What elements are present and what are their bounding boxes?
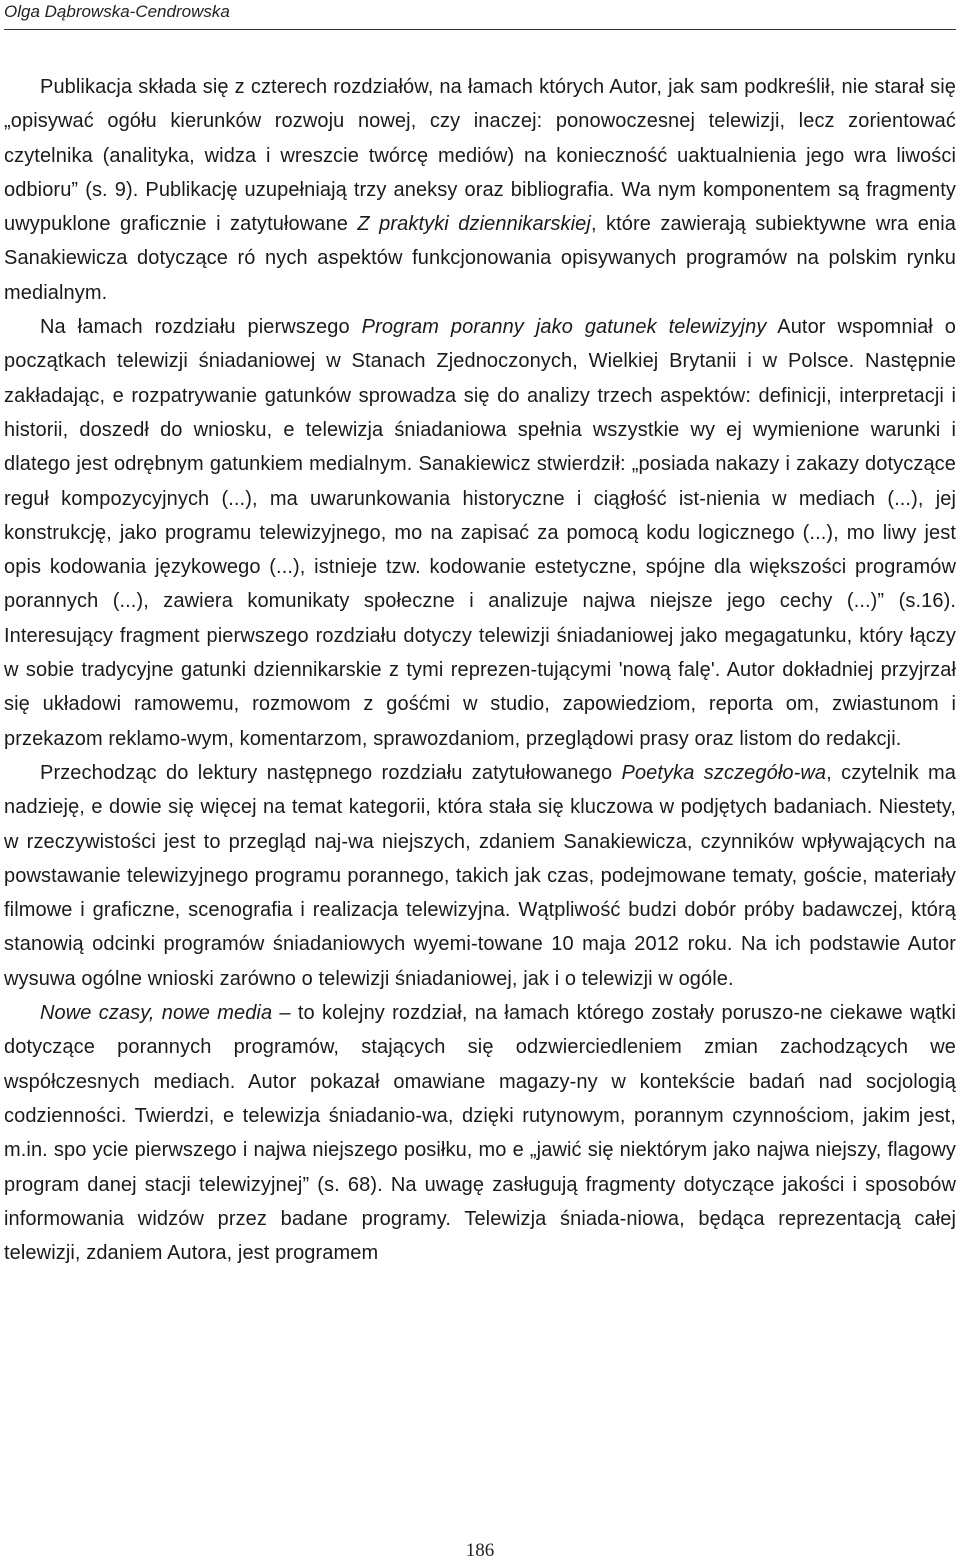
paragraph-4-text-b: – to kolejny rozdział, na łamach którego zostały poruszo-ne ciekawe wątki dotyczące porannych programów, stających się odzwierciedleniem zmian zachodzących we współczesnych mediach. Autor pokazał omawiane magazy-ny w kontekście badań nad socjologią codzienności. Twierdzi, e telewizja śniadanio-wa, dzięki rutynowym, porannym czynnościom, jakim jest, m.in. spo ycie pierwszego i najwa niejszego posiłku, mo e „jawić się niektórym jako najwa niejszy, flagowy program danej stacji telewizyjnej” (s. 68). Na uwagę zasługują fragmenty dotyczące jakości i sposobów informowania widzów przez badane programy. Telewizja śniada-niowa, będąca reprezentacją całej telewizji, zdaniem Autora, jest programem bbox=[4, 1002, 957, 1265]
paragraph-3-text-a: Przechodząc do lektury następnego rozdziału zatytułowanego bbox=[40, 761, 622, 784]
paragraph-1-text-b: , które zawierają subiektywne wra enia Sanakiewicza dotyczące ró nych aspektów funkcjonowania opisywanych programów na polskim rynku medialnym. bbox=[4, 213, 956, 304]
paragraph-2 bbox=[4, 310, 956, 756]
paragraph-4 bbox=[4, 996, 956, 1270]
body-text bbox=[4, 70, 956, 1270]
paragraph-4-italic-title: Nowe czasy, nowe media bbox=[40, 1002, 273, 1025]
paragraph-3-italic-title: Poetyka szczegóło-wa bbox=[621, 761, 827, 784]
paragraph-1-text-a: Publikacja składa się z czterech rozdziałów, na łamach których Autor, jak sam podkreślił, nie starał się „opisywać ogółu kierunków rozwoju nowej, czy inaczej: ponowoczesnej telewizji, lecz zorientować czytelnika (analityka, widza i wreszcie twórcę mediów) na konieczność uaktualnienia jego wra liwości odbioru” (s. 9). Publikację uzupełniają trzy aneksy oraz bibliografia. Wa nym komponentem są fragmenty uwypuklone graficznie i zatytułowane bbox=[4, 76, 956, 236]
running-header-author: Olga Dąbrowska-Cendrowska bbox=[4, 2, 230, 21]
paragraph-3 bbox=[4, 756, 956, 996]
paragraph-1-italic-title: Z praktyki dziennikarskiej bbox=[357, 213, 591, 236]
paragraph-1 bbox=[4, 70, 956, 310]
page-number: 186 bbox=[465, 1540, 495, 1561]
paragraph-2-italic-title: Program poranny jako gatunek telewizyjny bbox=[361, 316, 767, 339]
paragraph-2-text-b: Autor wspomniał o początkach telewizji śniadaniowej w Stanach Zjednoczonych, Wielkiej Brytanii i w Polsce. Następnie zakładając, e rozpatrywanie gatunków sprowadza się do analizy trzech aspektów: definicji, interpretacji i historii, doszedł do wniosku, e telewizja śniadaniowa spełnia wszystkie wy ej wymienione warunki i dlatego jest odrębnym gatunkiem medialnym. Sanakiewicz stwierdził: „posiada nakazy i zakazy dotyczące reguł kompozycyjnych (...), ma uwarunkowania historyczne i ciągłość ist-nienia w mediach (...), jej konstrukcję, jako programu telewizyjnego, mo na zapisać za pomocą kodu logicznego (...), mo liwy jest opis kodowania językowego (...), istnieje tzw. kodowanie estetyczne, spójne dla większości programów porannych (...), zawiera komunikaty społeczne i analizuje najwa niejsze jego cechy (...)” (s.16). Interesujący fragment pierwszego rozdziału dotyczy telewizji śniadaniowej jako megagatunku, który łączy w sobie tradycyjne gatunki dziennikarskie z tymi reprezen-tującymi 'nową falę'. Autor dokładniej przyjrzał się układowi ramowemu, rozmowom z gośćmi w studio, zapowiedziom, reporta om, zwiastunom i przekazom reklamo-wym, komentarzom, sprawozdaniom, przeglądowi prasy oraz listom do redakcji. bbox=[4, 316, 956, 750]
header-rule bbox=[4, 29, 956, 30]
paragraph-2-text-a: Na łamach rozdziału pierwszego bbox=[40, 316, 362, 339]
paragraph-3-text-b: , czytelnik ma nadzieję, e dowie się więcej na temat kategorii, która stała się kluczowa w podjętych badaniach. Niestety, w rzeczywistości jest to przegląd naj-wa niejszych, zdaniem Sanakiewicza, czynników wpływających na powstawanie telewizyjnego programu porannego, takich jak czas, podejmowane tematy, goście, materiały filmowe i graficzne, scenografia i realizacja telewizyjna. Wątpliwość budzi dobór próby badawczej, którą stanowią odcinki programów śniadaniowych wyemi-towane 10 maja 2012 roku. Na ich podstawie Autor wysuwa ogólne wnioski zarówno o telewizji śniadaniowej, jak i o telewizji w ogóle. bbox=[4, 761, 956, 990]
